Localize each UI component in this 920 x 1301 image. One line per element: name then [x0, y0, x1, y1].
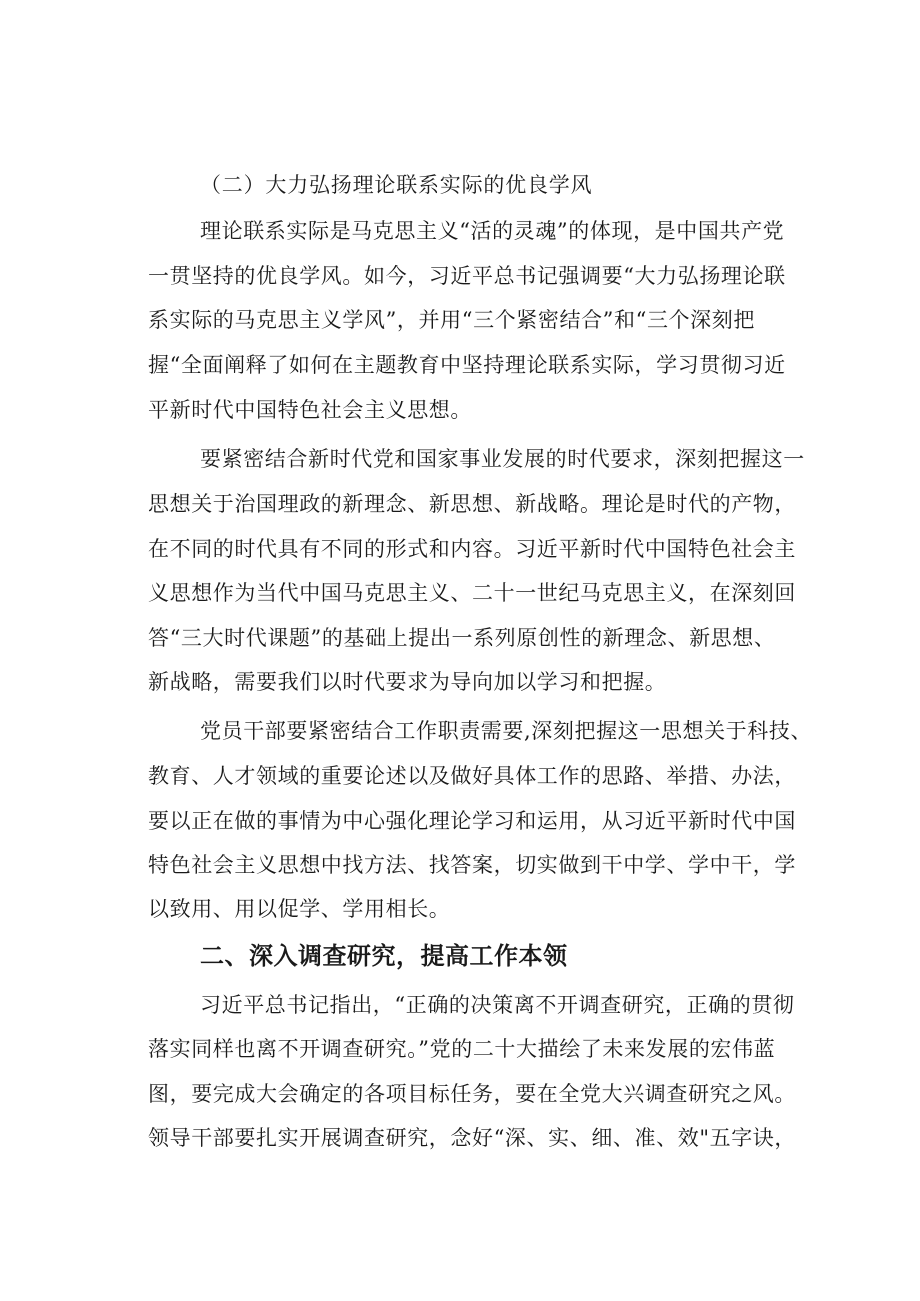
paragraph-line: 以致用、用以促学、学用相长。 [148, 897, 451, 921]
paragraph-line: 握“全面阐释了如何在主题教育中坚持理论联系实际，学习贯彻习近 [148, 353, 786, 377]
paragraph-line: 特色社会主义思想中找方法、找答案，切实做到干中学、学中干，学 [148, 853, 796, 877]
paragraph-line: 图，要完成大会确定的各项目标任务，要在全党大兴调查研究之风。 [148, 1082, 796, 1106]
paragraph-line: 党员干部要紧密结合工作职责需要,深刻把握这一思想关于科技、 [200, 719, 813, 743]
paragraph-line: 新战略，需要我们以时代要求为导向加以学习和把握。 [148, 670, 667, 694]
paragraph-line: 理论联系实际是马克思主义“活的灵魂”的体现，是中国共产党 [200, 219, 785, 243]
paragraph-line: 思想关于治国理政的新理念、新思想、新战略。理论是时代的产物， [148, 492, 796, 516]
paragraph-line: 领导干部要扎实开展调查研究，念好“深、实、细、准、效"五字诀， [148, 1126, 796, 1150]
paragraph-line: 习近平总书记指出，“正确的决策离不开调查研究，正确的贯彻 [200, 993, 795, 1017]
paragraph-line: 教育、人才领域的重要论述以及做好具体工作的思路、举措、办法， [148, 764, 796, 788]
paragraph-line: 系实际的马克思主义学风”，并用“三个紧密结合”和“三个深刻把 [148, 308, 755, 332]
paragraph-line: 义思想作为当代中国马克思主义、二十一世纪马克思主义，在深刻回 [148, 581, 796, 605]
paragraph-line: 要紧密结合新时代党和国家事业发展的时代要求，深刻把握这一 [200, 447, 805, 471]
paragraph-line: 答“三大时代课题”的基础上提出一系列原创性的新理念、新思想、 [148, 626, 776, 650]
section-heading: 二、深入调查研究，提高工作本领 [200, 942, 568, 970]
paragraph-line: 在不同的时代具有不同的形式和内容。习近平新时代中国特色社会主 [148, 537, 796, 561]
paragraph-line: 要以正在做的事情为中心强化理论学习和运用，从习近平新时代中国 [148, 809, 796, 833]
paragraph-line: 平新时代中国特色社会主义思想。 [148, 398, 472, 422]
paragraph-line: 一贯坚持的优良学风。如今，习近平总书记强调要“大力弘扬理论联 [148, 264, 786, 288]
subheading: （二）大力弘扬理论联系实际的优良学风 [200, 173, 593, 197]
paragraph-line: 落实同样也离不开调查研究。”党的二十大描绘了未来发展的宏伟蓝 [148, 1037, 776, 1061]
